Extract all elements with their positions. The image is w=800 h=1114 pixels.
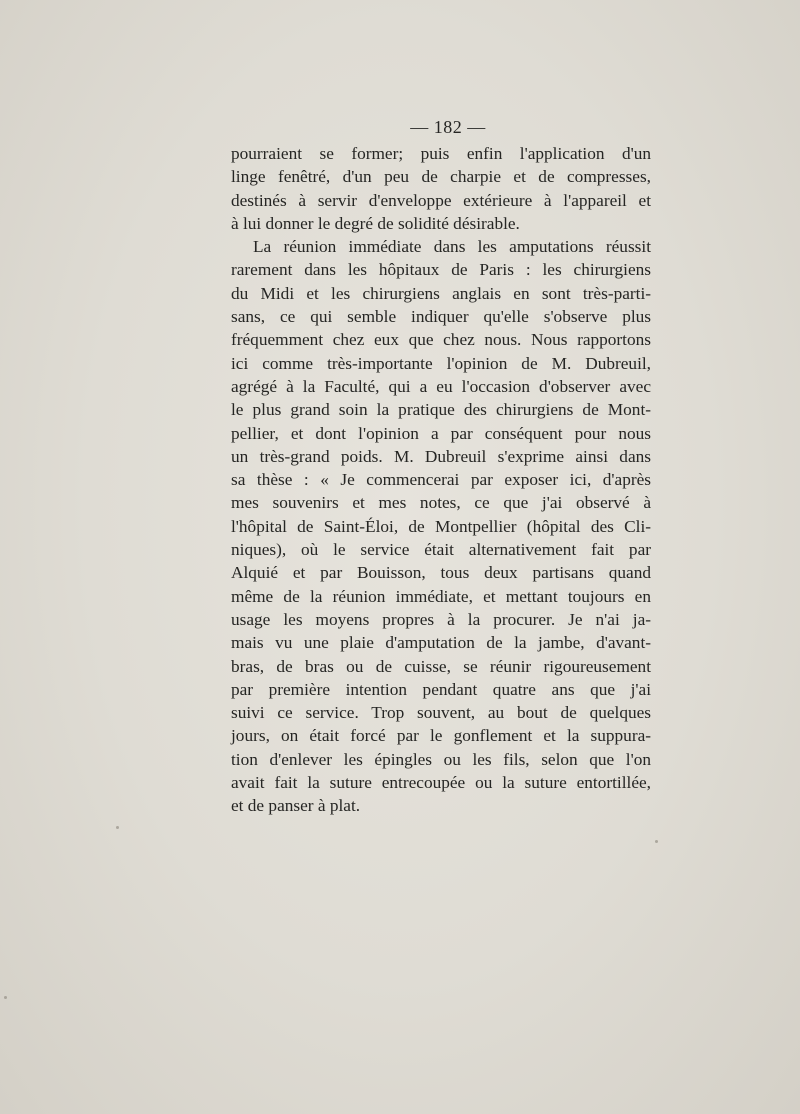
- paragraph-body: [231, 142, 651, 818]
- paper-speck: [116, 826, 119, 829]
- text-line: mes souvenirs et mes notes, ce que j'ai observé à: [231, 493, 651, 513]
- text-line: du Midi et les chirurgiens anglais en sont très-parti-: [231, 283, 651, 303]
- paper-speck: [4, 996, 7, 999]
- page-text: [231, 112, 651, 818]
- text-line: fréquemment chez eux que chez nous. Nous rapportons: [231, 330, 651, 350]
- page-number: — 182 —: [410, 117, 486, 137]
- text-line: ici comme très-importante l'opinion de M. Dubreuil,: [231, 353, 651, 373]
- text-line: La réunion immédiate dans les amputations réussit: [253, 237, 651, 257]
- text-line: même de la réunion immédiate, et mettant toujours en: [231, 586, 651, 606]
- text-line: sans, ce qui semble indiquer qu'elle s'observe plus: [231, 307, 651, 327]
- paper-speck: [655, 840, 658, 843]
- text-line: linge fenêtré, d'un peu de charpie et de compresses,: [231, 167, 651, 187]
- text-line: destinés à servir d'enveloppe extérieure à l'appareil et: [231, 190, 651, 210]
- text-line: agrégé à la Faculté, qui a eu l'occasion d'observer avec: [231, 376, 651, 396]
- text-line: pellier, et dont l'opinion a par conséquent pour nous: [231, 423, 651, 443]
- text-line: pourraient se former; puis enfin l'application d'un: [231, 144, 651, 163]
- text-line: avait fait la suture entrecoupée ou la suture entortillée,: [231, 773, 651, 793]
- text-line: par première intention pendant quatre ans que j'ai: [231, 679, 651, 699]
- text-line: tion d'enlever les épingles ou les fils, selon que l'on: [231, 749, 651, 769]
- text-line: bras, de bras ou de cuisse, se réunir rigoureusement: [231, 656, 651, 676]
- text-line: usage les moyens propres à la procurer. Je n'ai ja-: [231, 609, 651, 629]
- text-line: Alquié et par Bouisson, tous deux partisans quand: [231, 563, 651, 583]
- text-line: le plus grand soin la pratique des chirurgiens de Mont-: [231, 400, 651, 420]
- text-line: niques), où le service était alternativement fait par: [231, 540, 651, 560]
- text-line: sa thèse : « Je commencerai par exposer ici, d'après: [231, 470, 651, 490]
- text-line: jours, on était forcé par le gonflement et la suppura-: [231, 726, 651, 746]
- text-line: et de panser à plat.: [231, 796, 361, 816]
- text-line: rarement dans les hôpitaux de Paris : les chirurgiens: [231, 260, 651, 280]
- text-line: un très-grand poids. M. Dubreuil s'exprime ainsi dans: [231, 446, 651, 466]
- text-line: suivi ce service. Trop souvent, au bout de quelques: [231, 703, 651, 723]
- text-line: mais vu une plaie d'amputation de la jambe, d'avant-: [231, 633, 651, 653]
- text-line: à lui donner le degré de solidité désirable.: [231, 213, 520, 233]
- text-line: l'hôpital de Saint-Éloi, de Montpellier (hôpital des Cli-: [231, 516, 651, 536]
